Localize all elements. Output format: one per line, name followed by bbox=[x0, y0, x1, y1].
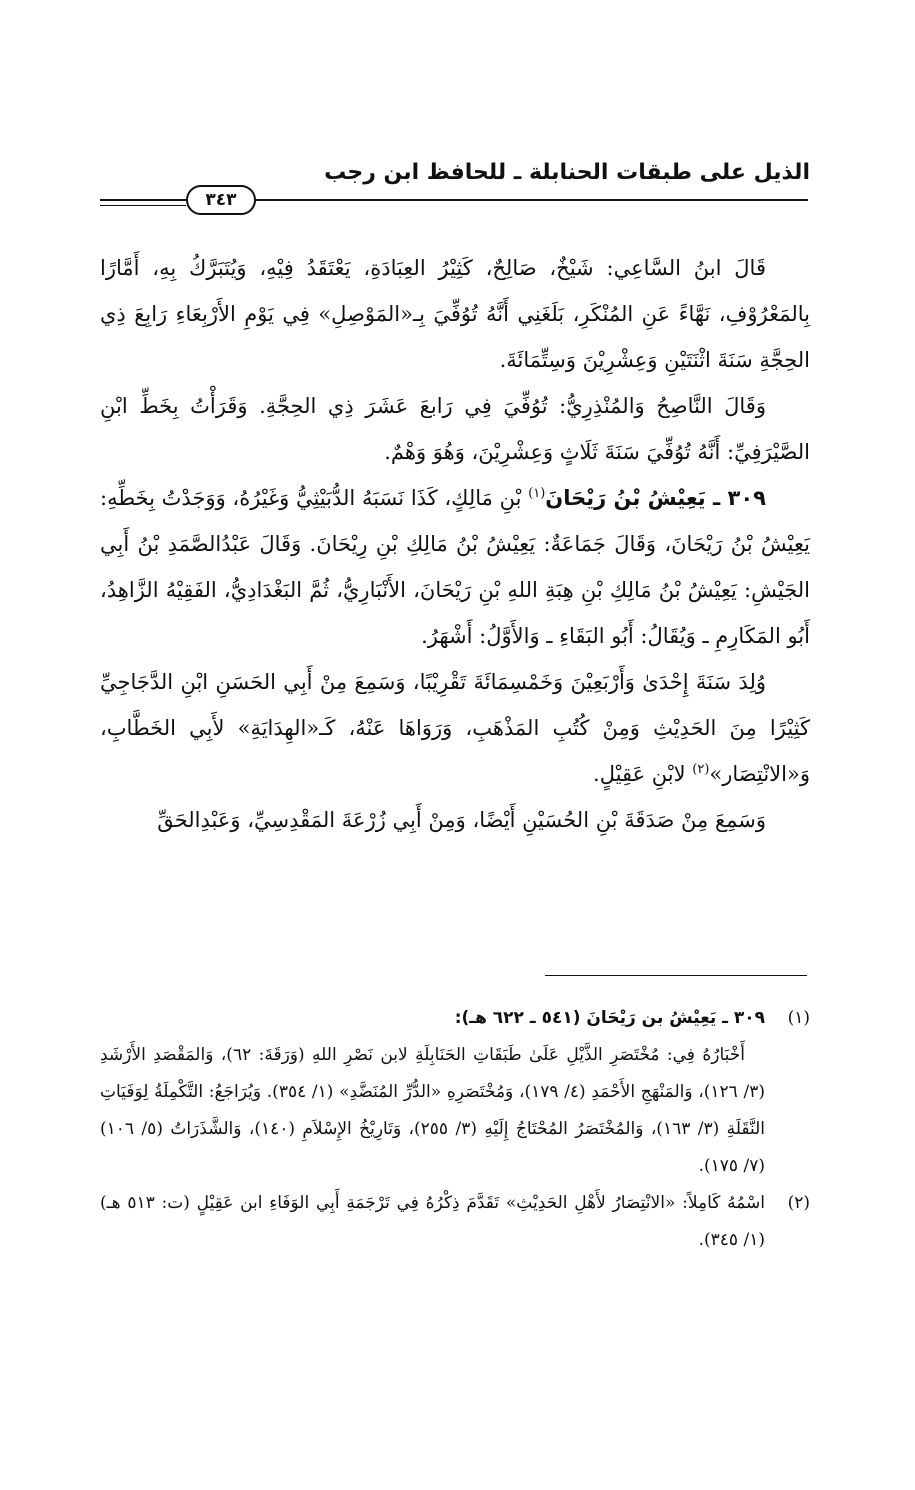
footnote bbox=[100, 1185, 810, 1259]
footnote-text: أَخْبَارُهُ فِي: مُخْتَصَرِ الذَّيْلِ عَلَىٰ طَبَقَاتِ الحَنَابِلَةِ لابن نَصْرِ اللهِ (وَرَقَةَ: ٦٢)، وَالمَقْصَدِ الأَرْشَدِ (٣/ ١٢٦)، وَالمَنْهَجِ الأَحْمَدِ (٤/ ١٧٩)، وَمُخْتَصَرِهِ «الدُّرِّ المُنَضَّدِ» (١/ ٣٥٤). وَيُرَاجَعُ: التَّكْمِلَةُ لِوَفَيَاتِ النَّقَلَةِ (٣/ ١٦٣)، وَالمُخْتَصَرُ المُحْتَاجُ إِلَيْهِ (٣/ ٢٥٥)، وَتَارِيْخُ الإِسْلاَمِ (١٤٠)، وَالشَّذَرَاتُ (٥/ ١٠٦) (٧/ ١٧٥). bbox=[100, 1045, 766, 1176]
paragraph-text: وُلِدَ سَنَةَ إِحْدَىٰ وَأَرْبَعِيْنَ وَخَمْسِمَائَةَ تَقْرِيْبًا، وَسَمِعَ مِنْ أَبِي الحَسَنِ ابْنِ الدَّجَاجِيِّ كَثِيْرًا مِنَ الحَدِيْثِ وَمِنْ كُتُبِ المَذْهَبِ، وَرَوَاهَا عَنْهُ، كَـ«الهِدَايَةِ» لأَبِي الخَطَّابِ، وَ«الانْتِصَار» bbox=[100, 670, 810, 786]
header-rule-left bbox=[100, 199, 186, 201]
footnote-body bbox=[100, 1000, 765, 1185]
paragraph: وَقَالَ النَّاصِحُ وَالمُنْذِرِيُّ: تُوُفِّيَ فِي رَابعَ عَشَرَ ذِي الحِجَّةِ. وَقَرَأْتُ بِخَطِّ ابْنِ الصَّيْرَفِيِّ: أَنَّهُ تُوُفِّيَ سَنَةَ ثَلَاثٍ وَعِشْرِيْنَ، وَهُوَ وَهْمٌ. bbox=[100, 394, 810, 464]
footnote-ref: (١) bbox=[528, 486, 546, 501]
main-text bbox=[100, 245, 810, 843]
paragraph bbox=[100, 659, 810, 797]
footnote-number: (٢) bbox=[787, 1193, 810, 1213]
paragraph: قَالَ ابنُ السَّاعِي: شَيْخٌ، صَالِحٌ، كَثِيْرُ العِبَادَةِ، يَعْتَقَدُ فِيْهِ، وَيُتَبَرَّكُ بِهِ، أَمَّارًا بِالمَعْرُوْفِ، نَهَّاءً عَنِ المُنْكَرِ، بَلَغَنِي أَنَّهُ تُوُفِّيَ بِـ«المَوْصِلِ» فِي يَوْمِ الأَرْبِعَاءِ رَابِعَ ذِي الحِجَّةِ سَنَةَ اثْنَتَيْنِ وَعِشْرِيْنَ وَسِتِّمَائَةَ. bbox=[100, 256, 810, 372]
footnote-text: اسْمُهُ كَامِلاً: «الانْتِصَارُ لأَهْلِ الحَدِيْثِ» تَقَدَّمَ ذِكْرُهُ فِي تَرْجَمَةِ أَبِي الوَفَاءِ ابن عَقِيْلٍ (ت: ٥١٣ هـ) (١/ ٣٤٥). bbox=[100, 1193, 765, 1250]
entry-heading: ٣٠٩ ـ يَعِيْشُ بْنُ رَيْحَانَ bbox=[545, 486, 766, 510]
paragraph: وَسَمِعَ مِنْ صَدَقَةَ بْنِ الحُسَيْنِ أَيْضًا، وَمِنْ أَبِي زُرْعَةَ المَقْدِسِيِّ، وَعَبْدِالحَقِّ bbox=[157, 808, 766, 832]
footnote bbox=[100, 1000, 810, 1185]
footnotes bbox=[100, 1000, 810, 1259]
footnote-separator bbox=[545, 975, 807, 976]
header-rule-left-thin bbox=[100, 205, 186, 206]
footnote-heading: ٣٠٩ ـ يَعِيْشُ بن رَيْحَانَ (٥٤١ ـ ٦٢٢ هـ): bbox=[454, 1008, 765, 1028]
footnote-ref: (٢) bbox=[692, 762, 710, 777]
page-number: ٣٤٣ bbox=[186, 185, 256, 215]
paragraph-text: لابْنِ عَقِيْلٍ. bbox=[593, 762, 693, 786]
header-rule-right bbox=[256, 199, 808, 201]
footnote-number: (١) bbox=[787, 1008, 810, 1028]
footnote-body bbox=[100, 1185, 765, 1259]
entry-paragraph bbox=[100, 475, 810, 659]
running-header-title: الذيل على طبقات الحنابلة ـ للحافظ ابن رجب bbox=[324, 160, 810, 185]
entry-text: بْنِ مَالِكٍ، كَذَا نَسَبَهُ الدُّبَيْثِيُّ وَغَيْرُهُ، وَوَجَدْتُ بِخَطِّهِ: يَعِيْشُ بْنُ رَيْحَانَ، وَقَالَ جَمَاعَةٌ: يَعِيْشُ بْنُ مَالِكِ بْنِ رِيْحَانَ. وَقَالَ عَبْدُالصَّمَدِ بْنُ أَبِي الجَيْشِ: يَعِيْشُ بْنُ مَالِكِ بْنِ هِبَةِ اللهِ بْنِ رَيْحَانَ، الأَنْبَارِيُّ، ثُمَّ البَغْدَادِيُّ، الفَقِيْهُ الزَّاهِدُ، أَبُو المَكَارِمِ ـ وَيُقَالُ: أَبُو البَقَاءِ ـ وَالأَوَّلُ: أَشْهَرُ. bbox=[100, 486, 810, 648]
